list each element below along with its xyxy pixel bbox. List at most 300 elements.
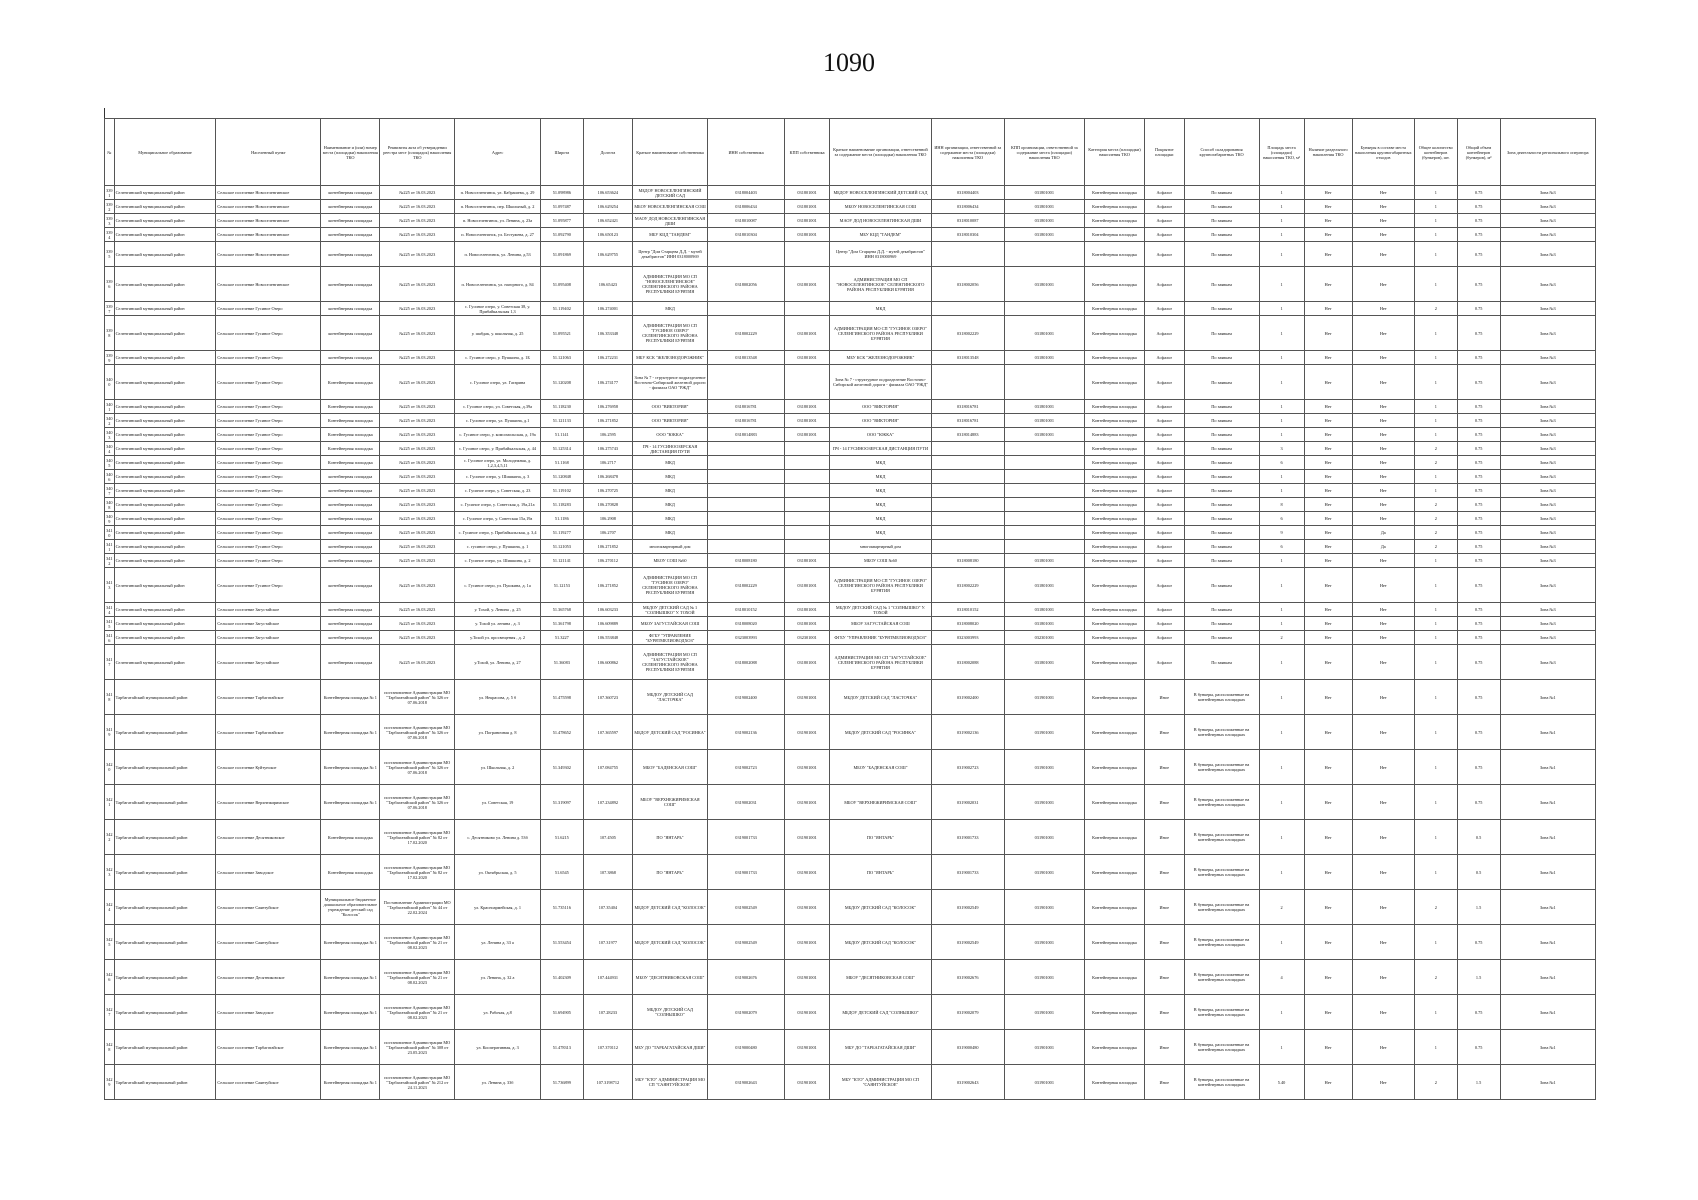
table-cell: 1 [1414, 1030, 1457, 1065]
table-cell: Асфальт [1144, 617, 1184, 631]
table-cell: 107.365597 [583, 715, 632, 750]
table-cell: Нет [1304, 526, 1352, 540]
table-cell: Иное [1144, 855, 1184, 890]
table-cell: Контейнерная площадка № 1 [321, 925, 380, 960]
table-cell: 0319002400 [931, 680, 1004, 715]
table-cell: 031801001 [785, 617, 830, 631]
table-cell: 106.275743 [583, 442, 632, 456]
table-cell: Иное [1144, 890, 1184, 925]
table-cell: 0.75 [1457, 214, 1500, 228]
table-cell: Зона №1 [1500, 960, 1595, 995]
table-cell: 1 [1414, 400, 1457, 414]
table-cell: 3401 [106, 401, 113, 412]
table-cell: №225 от 16.03.2023 [380, 540, 455, 554]
table-cell: Нет [1352, 442, 1414, 456]
table-cell: Сельское поселение Тарбагатайское [216, 715, 321, 750]
table-cell: Нет [1352, 603, 1414, 617]
table-cell: №225 от 16.03.2023 [380, 242, 455, 267]
table-cell [785, 302, 830, 316]
table-cell: 3415 [106, 618, 113, 629]
table-cell: 1 [1414, 428, 1457, 442]
column-header: Наименование и (или) номер места (площадки) накопления ТКО [321, 119, 380, 186]
table-cell: Контейнерная площадка [321, 456, 380, 470]
left-margin-rule [104, 108, 105, 118]
table-cell: 6 [1259, 540, 1304, 554]
table-cell: постановление Администрации МО "Тарбагатайский район" № 326 от 07.06.2018 [380, 785, 455, 820]
table-cell: 031801001 [1004, 228, 1084, 242]
table-cell: 107.3868 [583, 855, 632, 890]
table-cell: Селенгинский муниципальный район [114, 554, 216, 568]
table-cell: 031801001 [785, 645, 830, 680]
table-cell: По заявкам [1184, 498, 1259, 512]
table-cell: Зона №1 [1500, 820, 1595, 855]
table-cell: Зона №3 [1500, 400, 1595, 414]
table-cell: 0319001733 [707, 855, 784, 890]
table-cell: ООО "ВИКТОРИЯ" [830, 414, 932, 428]
table-cell: 3409 [106, 513, 113, 524]
table-cell: 2 [1414, 1065, 1457, 1100]
table-cell: 1 [1259, 365, 1304, 400]
table-cell: ул. Ленина, д. 32 а [455, 960, 541, 995]
table-cell: 0318016781 [931, 400, 1004, 414]
column-header: Адрес [455, 119, 541, 186]
table-cell: 031801001 [785, 200, 830, 214]
table-cell: В бункеры, расположенные на контейнерных площадках [1184, 1065, 1259, 1100]
table-cell: Нет [1304, 200, 1352, 214]
table-cell: 107.360723 [583, 680, 632, 715]
table-cell [1004, 498, 1084, 512]
table-cell: 3428 [105, 1030, 115, 1065]
table-cell: 0319002676 [707, 960, 784, 995]
table-cell: Нет [1304, 428, 1352, 442]
table-row [105, 540, 1596, 554]
table-cell: Контейнерная площадка [1084, 316, 1144, 351]
table-cell: 51.361798 [540, 617, 583, 631]
table-cell: 51.119402 [540, 302, 583, 316]
table-cell: Зона №1 [1500, 785, 1595, 820]
table-cell: 031801001 [1004, 617, 1084, 631]
table-cell: с. Десятниково ул. Ленина д. 53б [455, 820, 541, 855]
table-cell: Тарбагатайский муниципальный район [114, 715, 216, 750]
table-cell: В бункеры, расположенные на контейнерных площадках [1184, 820, 1259, 855]
table-cell: у. Тохой, у. Ленина , д. 25 [455, 603, 541, 617]
table-cell [931, 498, 1004, 512]
table-cell: 031901001 [785, 680, 830, 715]
table-cell: Нет [1352, 316, 1414, 351]
table-cell: Нет [1304, 228, 1352, 242]
table-cell: МАОУ ДОД НОВОСЕЛЕНГИНСКАЯ ДШИ [830, 214, 932, 228]
table-cell: 3427 [105, 995, 115, 1030]
table-cell: Сельское поселение Новоселенгинское [216, 200, 321, 214]
table-cell: 0318013548 [931, 351, 1004, 365]
table-cell: 0318002229 [931, 316, 1004, 351]
table-cell: Сельское поселение Десятниковское [216, 820, 321, 855]
table-cell: 0.75 [1457, 631, 1500, 645]
table-cell: Селенгинский муниципальный район [114, 302, 216, 316]
table-cell: ул. Советская, 19 [455, 785, 541, 820]
table-cell: Контейнерная площадка [321, 414, 380, 428]
table-cell: Нет [1304, 925, 1352, 960]
table-cell: постановление Администрации МО "Тарбагатайский район" № 212 от 24.11.2023 [380, 1065, 455, 1100]
column-header: Долгота [583, 119, 632, 186]
table-cell: 031801001 [785, 228, 830, 242]
table-cell: Контейнерная площадка [1084, 1030, 1144, 1065]
table-cell: По заявкам [1184, 365, 1259, 400]
table-cell: 3402 [106, 415, 113, 426]
table-cell: Нет [1304, 820, 1352, 855]
table-cell: с. Гусиное озеро, ул. Молодежная, д. 1,2,3,4,5,11 [455, 456, 541, 470]
table-row [105, 302, 1596, 316]
table-cell: 0319001733 [707, 820, 784, 855]
column-header: Реквизиты акта об утверждении реестра мест (площадок) накопления ТКО [380, 119, 455, 186]
table-cell: №225 от 16.03.2023 [380, 302, 455, 316]
table-cell: Сельское поселение Гусиное Озеро [216, 414, 321, 428]
table-cell: контейнерная площадка [321, 186, 380, 200]
page-number: 1090 [823, 48, 875, 77]
table-cell: Нет [1352, 750, 1414, 785]
table-cell [707, 470, 784, 484]
table-cell: МБОУ ЗАГУСТАЙСКАЯ СОШ [830, 617, 932, 631]
table-cell: Тарбагатайский муниципальный район [114, 855, 216, 890]
table-cell: Контейнерная площадка [1084, 267, 1144, 302]
table-cell: МБУ ДО "ТАРБАГАТАЙСКАЯ ДШИ" [830, 1030, 932, 1065]
table-cell: 106.603233 [583, 603, 632, 617]
table-cell: Селенгинский муниципальный район [114, 512, 216, 526]
table-cell: Контейнерная площадка № 1 [321, 995, 380, 1030]
table-cell [931, 540, 1004, 554]
table-cell: №225 от 16.03.2023 [380, 645, 455, 680]
table-cell: 1 [1259, 242, 1304, 267]
table-cell: В бункеры, расположенные на контейнерных площадках [1184, 890, 1259, 925]
table-cell: МБОУ СОШ №60 [633, 554, 708, 568]
table-cell: Контейнерная площадка [1084, 925, 1144, 960]
table-cell: Асфальт [1144, 242, 1184, 267]
table-row [105, 750, 1596, 785]
table-cell: 3396 [105, 267, 115, 302]
table-cell: Зона №3 [1500, 526, 1595, 540]
table-cell: 3404 [106, 443, 113, 454]
table-cell: 0318002229 [931, 568, 1004, 603]
table-cell: 3410 [106, 527, 113, 538]
table-cell: 0.75 [1457, 554, 1500, 568]
table-cell: 0318014883 [931, 428, 1004, 442]
table-cell: Нет [1304, 631, 1352, 645]
table-cell: 51.553454 [540, 925, 583, 960]
table-cell: контейнерная площадка [321, 214, 380, 228]
table-cell: 031801001 [1004, 645, 1084, 680]
table-cell: 1 [1414, 554, 1457, 568]
table-row [105, 715, 1596, 750]
table-cell: Нет [1304, 351, 1352, 365]
table-cell: Сельское поселение Верхнежиримское [216, 785, 321, 820]
table-cell: 51.119277 [540, 526, 583, 540]
table-cell: АДМИНИСТРАЦИЯ МО СП "ЗАГУСТАЙСКОЕ" СЕЛЕНГИНСКОГО РАЙОНА РЕСПУБЛИКИ БУРЯТИЯ [633, 645, 708, 680]
table-cell: 1 [1259, 603, 1304, 617]
table-cell: МБДОУ ДЕТСКИЙ САД "КОЛОСОК" [633, 890, 708, 925]
table-cell: постановление Администрации МО "Тарбагатайский район" № 308 от 23.05.2023 [380, 1030, 455, 1065]
table-cell: МКД [830, 456, 932, 470]
table-cell: Нет [1352, 456, 1414, 470]
table-cell: АДМИНИСТРАЦИЯ МО СП "ГУСИНОЕ ОЗЕРО" СЕЛЕНГИНСКОГО РАЙОНА РЕСПУБЛИКИ БУРЯТИЯ [830, 568, 932, 603]
table-cell [785, 526, 830, 540]
table-cell: Сельское поселение Новоселенгинское [216, 267, 321, 302]
table-cell: контейнерная площадка [321, 351, 380, 365]
table-cell: 51.121141 [540, 554, 583, 568]
table-cell: Селенгинский муниципальный район [114, 351, 216, 365]
table-cell: Нет [1352, 1030, 1414, 1065]
table-cell: Сельское поселение Саянтуйское [216, 1065, 321, 1100]
table-cell: с. Гусиное озеро, у. Советская 38, у. Прибайкальская 1,3 [455, 302, 541, 316]
table-cell: Зона №3 [1500, 200, 1595, 214]
table-cell: №225 от 16.03.2023 [380, 631, 455, 645]
table-cell: Нет [1304, 186, 1352, 200]
table-cell: с. Гусиное озеро, у. Пушкина, д. 1Б [455, 351, 541, 365]
table-cell: В бункеры, расположенные на контейнерных площадках [1184, 995, 1259, 1030]
table-cell: 031901001 [1004, 715, 1084, 750]
table-cell: Тарбагатайский муниципальный район [114, 785, 216, 820]
table-cell: 1 [1259, 680, 1304, 715]
table-cell: 106.274177 [583, 365, 632, 400]
table-cell: Контейнерная площадка [1084, 617, 1144, 631]
table-cell: Асфальт [1144, 428, 1184, 442]
table-cell: Селенгинский муниципальный район [114, 603, 216, 617]
table-cell [931, 242, 1004, 267]
table-cell: Зона №3 [1500, 631, 1595, 645]
table-cell: 0.75 [1457, 228, 1500, 242]
table-cell: 51.6545 [540, 855, 583, 890]
table-cell: Контейнерная площадка [1084, 820, 1144, 855]
table-cell: Нет [1352, 617, 1414, 631]
table-cell: многоквартирный дом [830, 540, 932, 554]
column-header: Общий объем контейнеров (бункеров), м³ [1457, 119, 1500, 186]
column-header: Бункеры в составе места накопления крупногабаритных отходов [1352, 119, 1414, 186]
table-cell: 106.2595 [583, 428, 632, 442]
table-cell: ул. Октябрьская, д. 5 [455, 855, 541, 890]
table-row [105, 484, 1596, 498]
table-cell: АДМИНИСТРАЦИЯ МО СП "НОВОСЕЛЕНГИНСКОЕ" СЕЛЕНГИНСКОГО РАЙОНА РЕСПУБЛИКИ БУРЯТИЯ [830, 267, 932, 302]
column-header: Категория места (площадки) накопления ТКО [1084, 119, 1144, 186]
table-cell: 51.1168 [540, 456, 583, 470]
table-cell [785, 484, 830, 498]
table-cell: 0.75 [1457, 680, 1500, 715]
table-cell: 1 [1259, 925, 1304, 960]
table-cell: ООО "ВИКТОРИЯ" [633, 414, 708, 428]
table-cell: Контейнерная площадка [1084, 512, 1144, 526]
table-cell: Нет [1304, 442, 1352, 456]
table-cell: Зона №3 [1500, 302, 1595, 316]
table-cell [785, 365, 830, 400]
table-cell: 3417 [105, 645, 115, 680]
table-cell: 51.125314 [540, 442, 583, 456]
table-cell: 51.349302 [540, 750, 583, 785]
table-cell: ПО "ЯНТАРЬ" [633, 820, 708, 855]
table-cell: 0318002229 [707, 568, 784, 603]
table-cell: 0323003993 [707, 631, 784, 645]
table-row [105, 645, 1596, 680]
table-cell: 031801001 [1004, 200, 1084, 214]
table-cell: 107.31977 [583, 925, 632, 960]
table-cell: 0.75 [1457, 526, 1500, 540]
table-cell: 3429 [105, 1065, 115, 1100]
table-cell: МКД [633, 470, 708, 484]
table-cell [1004, 456, 1084, 470]
table-cell: 031801001 [785, 400, 830, 414]
table-cell: 1 [1259, 645, 1304, 680]
table-cell: МКД [830, 498, 932, 512]
table-cell: 0319002549 [931, 925, 1004, 960]
table-cell: Тарбагатайский муниципальный район [114, 995, 216, 1030]
table-cell: В бункеры, расположенные на контейнерных площадках [1184, 925, 1259, 960]
table-cell: 1 [1414, 617, 1457, 631]
table-cell: многоквартирный дом [633, 540, 708, 554]
table-cell: 3414 [106, 604, 113, 615]
table-cell: Нет [1304, 512, 1352, 526]
table-cell: Контейнерная площадка [321, 442, 380, 456]
table-cell: Да [1352, 526, 1414, 540]
table-cell: Нет [1352, 568, 1414, 603]
table-cell [785, 498, 830, 512]
table-cell: Сельское поселение Гусиное Озеро [216, 526, 321, 540]
table-cell [931, 456, 1004, 470]
table-row [105, 960, 1596, 995]
table-cell [931, 512, 1004, 526]
table-cell: Нет [1352, 428, 1414, 442]
table-cell: 1 [1259, 855, 1304, 890]
table-cell [1004, 365, 1084, 400]
table-cell: Нет [1304, 617, 1352, 631]
table-row [105, 617, 1596, 631]
column-header: ИНН организации, ответственной за содержание места (площадки) накопления ТКО [931, 119, 1004, 186]
table-cell: Тарбагатайский муниципальный район [114, 1030, 216, 1065]
table-cell: 106.2707 [583, 526, 632, 540]
table-cell: Контейнерная площадка [1084, 351, 1144, 365]
table-cell: №225 от 16.03.2023 [380, 526, 455, 540]
table-cell: По заявкам [1184, 484, 1259, 498]
table-cell: 1.5 [1457, 960, 1500, 995]
table-cell: контейнерная площадка [321, 526, 380, 540]
table-cell: 031901001 [785, 960, 830, 995]
table-cell: Зона №3 [1500, 228, 1595, 242]
table-cell: Зона №3 [1500, 512, 1595, 526]
table-cell: 031801001 [785, 214, 830, 228]
table-cell: АДМИНИСТРАЦИЯ МО СП "ГУСИНОЕ ОЗЕРО" СЕЛЕНГИНСКОГО РАЙОНА РЕСПУБЛИКИ БУРЯТИЯ [633, 568, 708, 603]
table-cell: 0319002136 [931, 715, 1004, 750]
table-cell [1004, 526, 1084, 540]
table-cell: Зона №3 [1500, 484, 1595, 498]
table-cell: с. Гусиное озеро, у. Советская д. 19а,21а [455, 498, 541, 512]
table-cell: По заявкам [1184, 554, 1259, 568]
table-cell: 2 [1414, 456, 1457, 470]
table-cell: контейнерная площадка [321, 316, 380, 351]
table-cell: постановление Администрации МО "Тарбагатайский район" № 82 от 17.02.2020 [380, 820, 455, 855]
table-cell: 0.75 [1457, 540, 1500, 554]
table-cell: 0.75 [1457, 186, 1500, 200]
table-cell: 3397 [106, 303, 113, 314]
table-cell: По заявкам [1184, 214, 1259, 228]
table-cell: Сельское поселение Гусиное Озеро [216, 540, 321, 554]
table-row [105, 214, 1596, 228]
table-cell: Нет [1304, 456, 1352, 470]
table-cell: АДМИНИСТРАЦИЯ МО СП "ЗАГУСТАЙСКОЕ" СЕЛЕНГИНСКОГО РАЙОНА РЕСПУБЛИКИ БУРЯТИЯ [830, 645, 932, 680]
table-cell: Нет [1304, 214, 1352, 228]
table-cell: 0.75 [1457, 1030, 1500, 1065]
table-cell: По заявкам [1184, 351, 1259, 365]
table-cell: 031801001 [785, 351, 830, 365]
table-cell: Контейнерная площадка [1084, 680, 1144, 715]
table-cell: Селенгинский муниципальный район [114, 428, 216, 442]
table-cell: Нет [1352, 351, 1414, 365]
table-cell: Сельское поселение Новоселенгинское [216, 228, 321, 242]
table-cell: Контейнерная площадка [1084, 645, 1144, 680]
table-cell: 0.75 [1457, 400, 1500, 414]
table-cell: По заявкам [1184, 568, 1259, 603]
table-cell: п. Новоселенгинск, ул. Кабрашева, д. 29 [455, 186, 541, 200]
table-cell: 6 [1259, 512, 1304, 526]
table-cell: Сельское поселение Саянтуйское [216, 925, 321, 960]
table-cell: 51.475598 [540, 680, 583, 715]
table-cell: МБДОУ ДЕТСКИЙ САД "СОЛНЫШКО" [633, 995, 708, 1030]
table-cell: Асфальт [1144, 645, 1184, 680]
table-cell: 3416 [106, 632, 113, 643]
table-cell: Асфальт [1144, 540, 1184, 554]
table-cell: Нет [1304, 715, 1352, 750]
table-cell: 106.652421 [583, 214, 632, 228]
table-cell: По заявкам [1184, 540, 1259, 554]
table-cell: 0319000480 [931, 1030, 1004, 1065]
table-cell: 0318010152 [931, 603, 1004, 617]
table-cell: 0318004403 [931, 186, 1004, 200]
table-cell: МБДОУ ДЕТСКИЙ САД "КОЛОСОК" [830, 925, 932, 960]
table-cell: с. Гусиное озеро, ул. Пушкина, д. 1а [455, 568, 541, 603]
table-cell: Нет [1304, 1065, 1352, 1100]
table-cell: ул. Ленина д. 33б [455, 1065, 541, 1100]
table-cell: Сельское поселение Новоселенгинское [216, 186, 321, 200]
table-cell: контейнерная площадка [321, 603, 380, 617]
table-cell: постановление Администрации МО "Тарбагатайский район" № 82 от 17.02.2020 [380, 855, 455, 890]
table-cell: 0.75 [1457, 442, 1500, 456]
table-cell: 1 [1414, 785, 1457, 820]
table-cell: 0.75 [1457, 568, 1500, 603]
table-cell: Асфальт [1144, 186, 1184, 200]
table-cell: 031801001 [785, 428, 830, 442]
table-cell: Иное [1144, 680, 1184, 715]
table-cell: №225 от 16.03.2023 [380, 617, 455, 631]
table-cell: Контейнерная площадка [1084, 228, 1144, 242]
table-cell: МБДОУ НОВОСЕЛЕНГИНСКИЙ ДЕТСКИЙ САД [830, 186, 932, 200]
table-cell: По заявкам [1184, 267, 1259, 302]
table-cell: 106.270112 [583, 554, 632, 568]
table-cell: 1 [1414, 200, 1457, 214]
table-cell: п. Новоселенгинск, пер. Школьный, д. 2 [455, 200, 541, 214]
table-cell: 031801001 [785, 186, 830, 200]
table-cell: с. гусиное озеро, у. Пушкина, д. 1 [455, 540, 541, 554]
table-cell: 106.629755 [583, 242, 632, 267]
table-cell: В бункеры, расположенные на контейнерных площадках [1184, 680, 1259, 715]
table-cell: Сельское поселение Загустайское [216, 603, 321, 617]
table-cell: Сельское поселение Гусиное Озеро [216, 568, 321, 603]
table-cell: 51.3227 [540, 631, 583, 645]
table-cell: 1 [1414, 365, 1457, 400]
table-cell: АДМИНИСТРАЦИЯ МО СП "ГУСИНОЕ ОЗЕРО" СЕЛЕНГИНСКОГО РАЙОНА РЕСПУБЛИКИ БУРЯТИЯ [830, 316, 932, 351]
table-cell: Контейнерная площадка № 1 [321, 785, 380, 820]
table-row [105, 267, 1596, 302]
column-header: Населенный пункт [216, 119, 321, 186]
table-cell: По заявкам [1184, 603, 1259, 617]
table-cell: 0.75 [1457, 365, 1500, 400]
table-cell: По заявкам [1184, 631, 1259, 645]
table-cell: 031901001 [1004, 785, 1084, 820]
table-cell: Сельское поселение Гусиное Озеро [216, 365, 321, 400]
